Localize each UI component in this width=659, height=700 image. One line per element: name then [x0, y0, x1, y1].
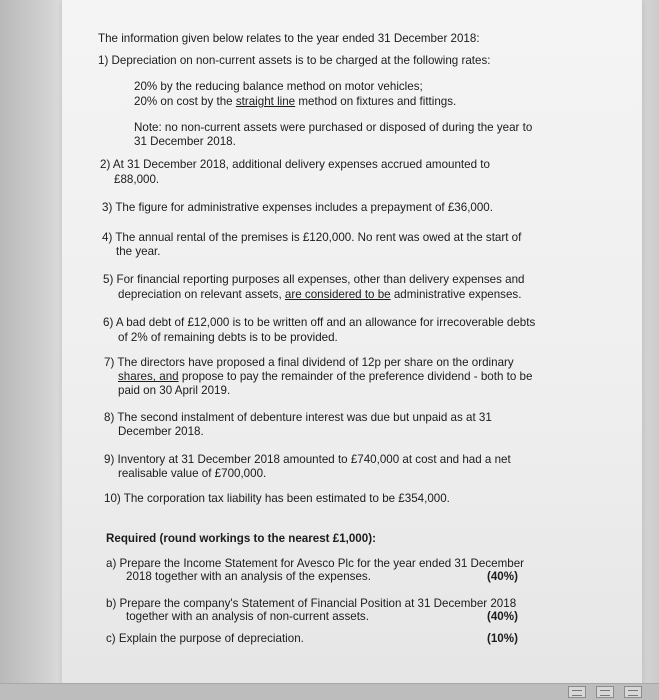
item-1-rate-motor-vehicles: 20% by the reducing balance method on motor vehicles;	[134, 80, 423, 93]
desk-background-left	[0, 0, 70, 700]
required-c-line1: c) Explain the purpose of depreciation.	[106, 632, 304, 645]
item-6-line1: 6) A bad debt of £12,000 is to be written off and an allowance for irrecoverable debts	[103, 316, 536, 329]
bottom-status-bar	[0, 683, 659, 700]
shares-and-link[interactable]: shares, and	[118, 370, 179, 383]
document-page	[62, 0, 642, 684]
straight-line-link[interactable]: straight line	[235, 95, 296, 108]
item-5-line1: 5) For financial reporting purposes all expenses, other than delivery expenses and	[103, 273, 525, 286]
item-7-line2	[118, 370, 532, 384]
item-7-post: propose to pay the remainder of the preference dividend - both to be	[178, 370, 533, 383]
item-5-line2	[118, 288, 521, 302]
item-9-line1: 9) Inventory at 31 December 2018 amounted to £740,000 at cost and had a net	[104, 453, 511, 466]
item-6-line2: of 2% of remaining debts is to be provided.	[118, 331, 338, 344]
required-b-line1: b) Prepare the company's Statement of Financial Position at 31 December 2018	[106, 597, 517, 610]
required-a-line2: 2018 together with an analysis of the expenses.	[126, 570, 371, 583]
item-1-note-line2: 31 December 2018.	[134, 135, 236, 148]
item-4-line2: the year.	[116, 245, 161, 258]
item-8-line1: 8) The second instalment of debenture interest was due but unpaid as at 31	[104, 411, 492, 424]
rate2-post: method on fixtures and fittings.	[295, 95, 457, 108]
required-a-line1: a) Prepare the Income Statement for Avesco Plc for the year ended 31 December	[106, 557, 525, 570]
item-2-line2: £88,000.	[114, 173, 160, 186]
item-3: 3) The figure for administrative expenses includes a prepayment of £36,000.	[102, 201, 493, 214]
required-c-marks: (10%)	[487, 632, 518, 645]
rate2-pre: 20% on cost by the	[134, 95, 236, 108]
item-5-post: administrative expenses.	[390, 288, 522, 301]
item-1-note-line1: Note: no non-current assets were purchased or disposed of during the year to	[134, 121, 533, 134]
item-1-title: 1) Depreciation on non-current assets is to be charged at the following rates:	[98, 54, 491, 67]
item-5-pre: depreciation on relevant assets,	[118, 288, 285, 301]
item-10: 10) The corporation tax liability has been estimated to be £354,000.	[104, 492, 450, 505]
required-b-line2: together with an analysis of non-current assets.	[126, 610, 369, 623]
required-b-marks: (40%)	[487, 610, 518, 623]
item-7-line3: paid on 30 April 2019.	[118, 384, 231, 397]
item-4-line1: 4) The annual rental of the premises is £120,000. No rent was owed at the start of	[102, 231, 522, 244]
required-heading: Required (round workings to the nearest £1,000):	[106, 532, 376, 545]
item-8-line2: December 2018.	[118, 425, 204, 438]
item-1-rate-fixtures	[134, 95, 456, 109]
view-mode-icon-1[interactable]	[568, 686, 586, 698]
required-a-marks: (40%)	[487, 570, 518, 583]
item-7-line1: 7) The directors have proposed a final dividend of 12p per share on the ordinary	[104, 356, 514, 369]
are-considered-to-be-link[interactable]: are considered to be	[284, 288, 391, 301]
intro-text: The information given below relates to the year ended 31 December 2018:	[98, 32, 480, 45]
item-2-line1: 2) At 31 December 2018, additional delivery expenses accrued amounted to	[100, 158, 490, 171]
view-mode-icon-3[interactable]	[624, 686, 642, 698]
view-mode-icon-2[interactable]	[596, 686, 614, 698]
item-9-line2: realisable value of £700,000.	[118, 467, 267, 480]
